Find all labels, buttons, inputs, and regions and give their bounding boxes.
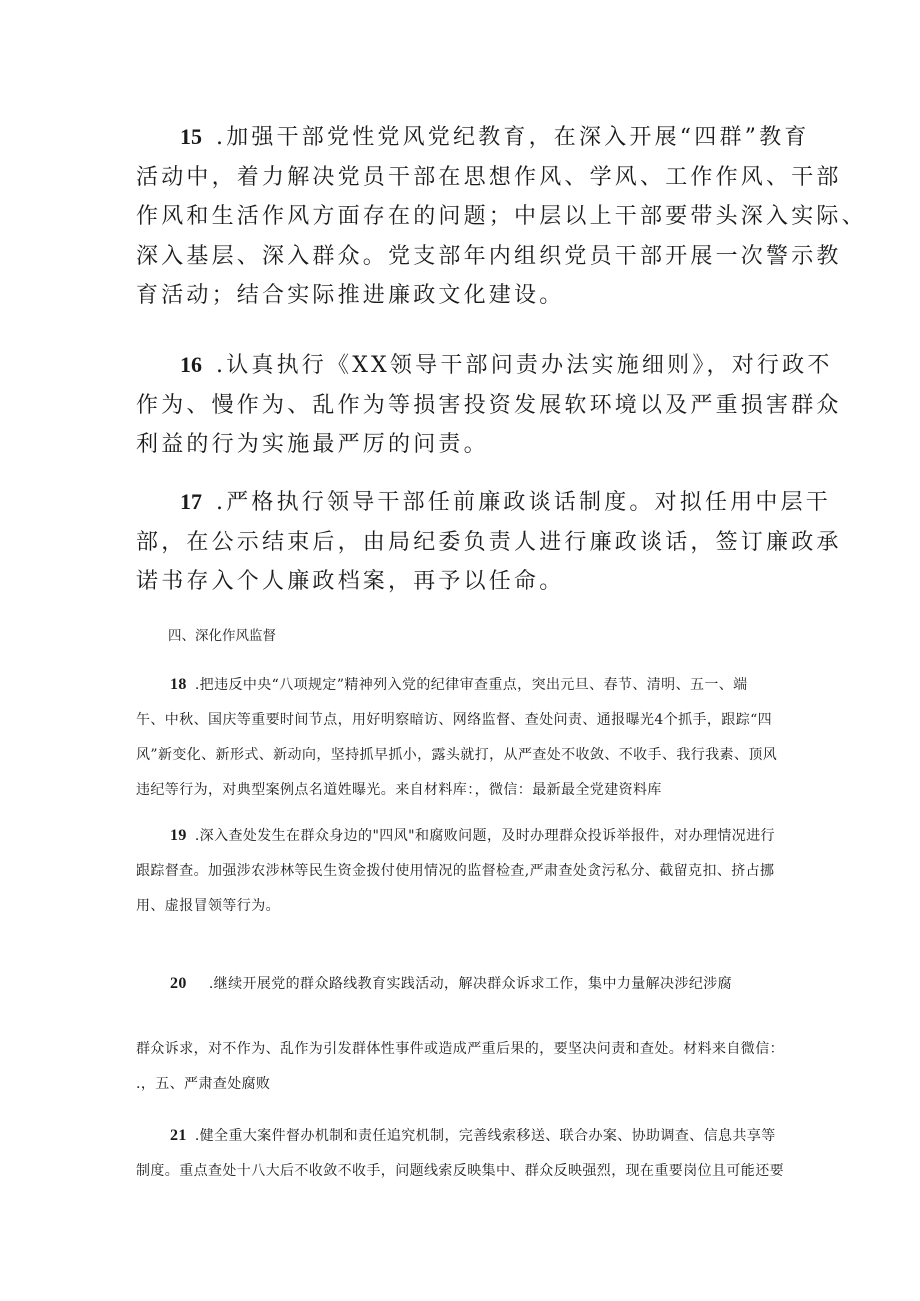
paragraph-line: 作风和生活作风方面存在的问题；中层以上干部要带头深入实际、: [136, 204, 867, 229]
item-number: 18: [170, 676, 187, 693]
paragraph-line: 深入基层、深入群众。党支部年内组织党员干部开展一次警示教: [136, 243, 842, 269]
paragraph-item-18: [136, 667, 796, 808]
paragraph-line: .，五、严肃查处腐败: [136, 1076, 271, 1092]
paragraph-line: 部，在公示结束后，由局纪委负责人进行廉政谈话，签订廉政承: [136, 529, 842, 555]
item-number: 16: [180, 352, 202, 377]
paragraph-line: 诺书存入个人廉政档案，再予以任命。: [136, 569, 565, 594]
paragraph-line: .把违反中央“八项规定”精神列入党的纪律审查重点，突出元旦、春节、清明、五一、端: [194, 677, 748, 693]
paragraph-line: 育活动；结合实际推进廉政文化建设。: [136, 283, 565, 308]
paragraph-line: 制度。重点查处十八大后不收敛不收手，问题线索反映集中、群众反映强烈，现在重要岗位且可能还要: [136, 1163, 784, 1179]
paragraph-line: .认真执行《XX领导干部问责办法实施细则》，对行政不: [216, 353, 833, 378]
paragraph-line: .加强干部党性党风党纪教育，在深入开展“四群”教育: [216, 125, 810, 150]
paragraph-line: 群众诉求，对不作为、乱作为引发群体性事件或造成严重后果的，要坚决问责和查处。材料来自微信：: [136, 1041, 784, 1057]
paragraph-item-15: [136, 117, 867, 316]
paragraph-line: .继续开展党的群众路线教育实践活动，解决群众诉求工作，集中力量解决涉纪涉腐: [208, 976, 733, 992]
paragraph-line: 用、虚报冒领等行为。: [136, 898, 280, 914]
paragraph-line: 作为、慢作为、乱作为等损害投资发展软环境以及严重损害群众: [136, 392, 842, 418]
paragraph-line: .健全重大案件督办机制和责任追究机制，完善线索移送、联合办案、协助调查、信息共享等: [194, 1128, 776, 1144]
paragraph-line: 跟踪督查。加强涉农涉林等民生资金拨付使用情况的监督检查,严肃查处贪污私分、截留克扣、挤占挪: [136, 863, 775, 879]
section-heading: 四、深化作风监督: [168, 628, 276, 644]
paragraph-item-21: [136, 1118, 796, 1189]
paragraph-line: .深入查处发生在群众身边的"四风"和腐败问题，及时办理群众投诉举报件，对办理情况进行: [194, 828, 775, 844]
paragraph-item-20: [136, 966, 796, 1002]
paragraph-continuation: [136, 1032, 796, 1102]
item-number: 20: [170, 975, 187, 992]
item-number: 17: [180, 489, 202, 514]
paragraph-item-16: [136, 345, 842, 465]
paragraph-line: 午、中秋、国庆等重要时间节点，用好明察暗访、网络监督、查处问责、通报曝光4个抓手，跟踪“四: [136, 712, 773, 728]
paragraph-line: 活动中，着力解决党员干部在思想作风、学风、工作作风、干部: [136, 164, 842, 190]
paragraph-line: .严格执行领导干部任前廉政谈话制度。对拟任用中层干: [216, 490, 831, 515]
paragraph-line: 违纪等行为，对典型案例点名道姓曝光。来自材料库：，微信：最新最全党建资料库: [136, 782, 662, 798]
paragraph-line: 风”新变化、新形式、新动向，坚持抓早抓小，露头就打，从严查处不收敛、不收手、我行我素、顶风: [136, 747, 778, 763]
paragraph-item-17: [136, 482, 842, 602]
paragraph-line: 利益的行为实施最严厉的问责。: [136, 432, 489, 457]
item-number: 21: [170, 1127, 187, 1144]
item-number: 19: [170, 827, 187, 844]
item-number: 15: [180, 124, 202, 149]
paragraph-item-19: [136, 818, 796, 924]
